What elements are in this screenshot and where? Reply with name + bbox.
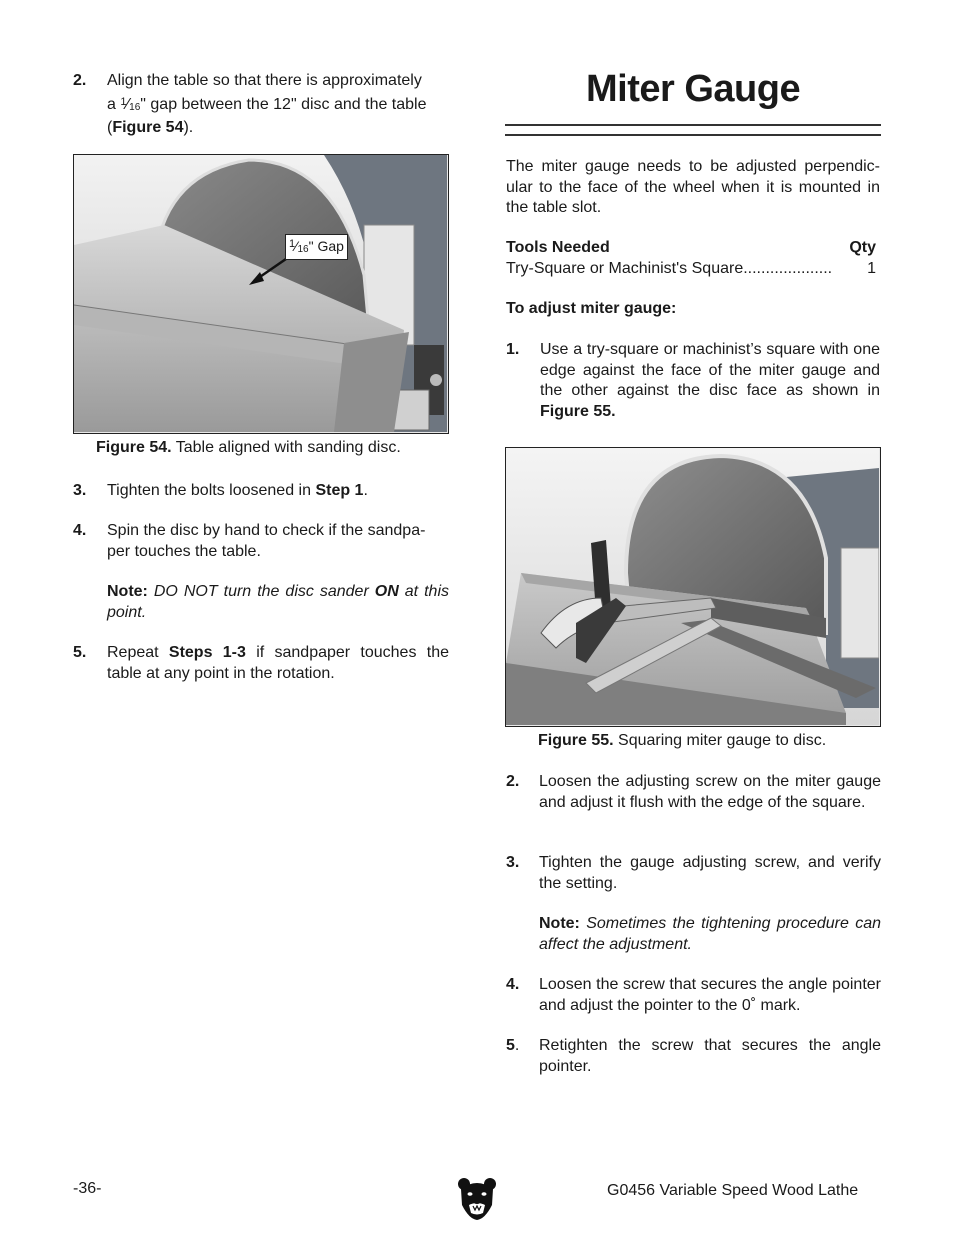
figure-55-caption: Figure 55. Squaring miter gauge to disc. — [538, 732, 827, 749]
step-text-line-2: per touches the table. — [107, 542, 261, 560]
title-rule-top — [505, 124, 881, 126]
right-note: Note: Sometimes the tightening procedure can affect the adjustment. — [539, 915, 881, 953]
manual-title: G0456 Variable Speed Wood Lathe — [607, 1182, 859, 1199]
tools-needed-label: Tools Needed — [506, 239, 610, 256]
page-number: -36- — [73, 1180, 102, 1197]
title-rule-bottom — [505, 134, 881, 136]
step-text-line-1: Align the table so that there is approximately — [107, 72, 422, 89]
step-number: 1. — [506, 341, 520, 358]
tool-qty: 1 — [867, 260, 876, 277]
step-number: 2. — [73, 72, 87, 89]
step-number: 4. — [506, 976, 520, 993]
step-number: 4. — [73, 522, 87, 539]
gap-callout-label: $^1$⁄16" Gap — [285, 234, 348, 260]
left-note: Note: DO NOT turn the disc sander ON at this point. — [107, 583, 450, 621]
step-text-line-3: (Figure 54). — [107, 119, 194, 136]
tools-needed-header — [506, 238, 876, 259]
tool-leader-dots: .................... — [743, 260, 833, 277]
procedure-heading: To adjust miter gauge: — [506, 300, 677, 317]
figure-54-photo — [73, 154, 449, 434]
miter-gauge-photo — [506, 448, 879, 725]
step-number: 3. — [73, 482, 87, 499]
qty-label: Qty — [849, 239, 876, 256]
step-number: 5. — [73, 644, 87, 661]
step-text-line-1: Spin the disc by hand to check if the sandpa- — [107, 522, 426, 539]
figure-54-caption: Figure 54. Table aligned with sanding disc. — [96, 439, 401, 456]
intro-paragraph: The miter gauge needs to be adjusted perpendic-ular to the face of the wheel when it is mounted in the table slot. — [506, 158, 880, 216]
step-number: 3. — [506, 854, 520, 871]
sanding-disc-photo — [74, 155, 447, 432]
section-title: Miter Gauge — [586, 68, 801, 110]
bear-head-icon — [457, 1177, 497, 1221]
step-text-line-2: a $^1$⁄16" gap between the 12" disc and the table — [107, 95, 427, 113]
tool-name: Try-Square or Machinist's Square — [506, 260, 744, 277]
figure-55-photo — [505, 447, 881, 727]
step-number: 2. — [506, 773, 520, 790]
step-number: 5. — [506, 1037, 520, 1054]
tool-list-item — [506, 259, 876, 280]
